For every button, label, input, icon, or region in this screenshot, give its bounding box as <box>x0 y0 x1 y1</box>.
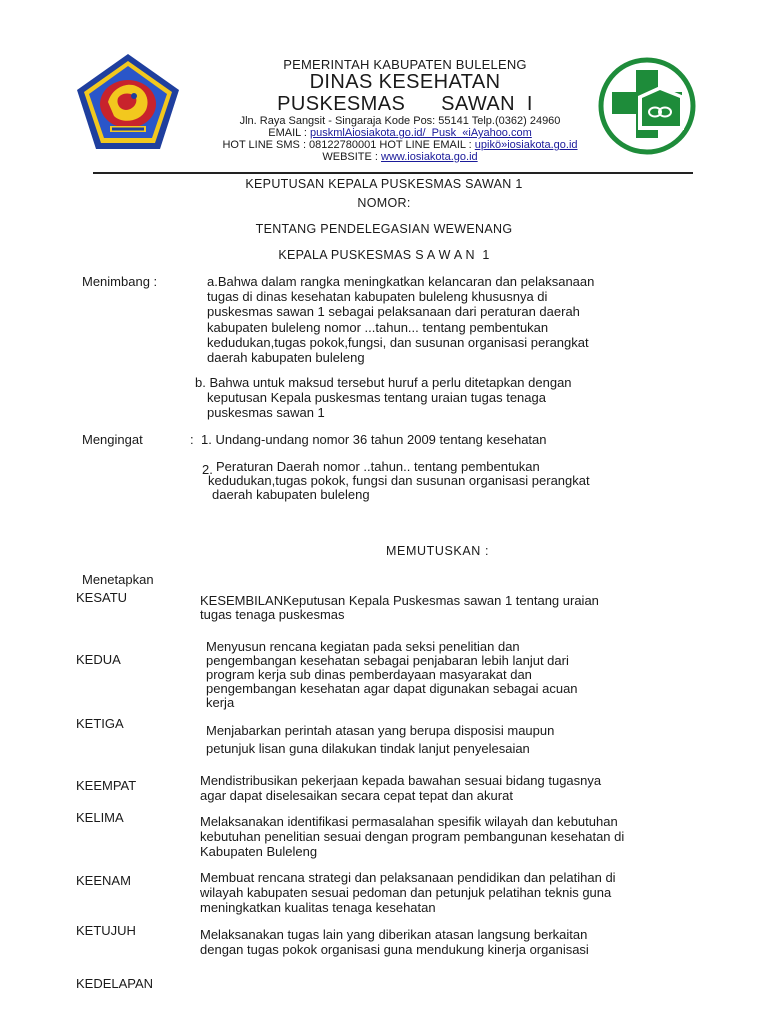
menimbang-a-line: tugas di dinas kesehatan kabupaten buleleng khususnya di <box>207 289 548 305</box>
article-label: KEEMPAT <box>76 778 137 793</box>
article-line: Menyusun rencana kegiatan pada seksi penelitian dan <box>206 639 520 654</box>
article-line: pengembangan kesehatan agar dapat digunakan sebagai acuan <box>206 681 578 696</box>
mengingat-colon: : <box>190 432 194 447</box>
puskesmas-name: PUSKESMAS SAWAN I <box>277 93 533 115</box>
agency-name: DINAS KESEHATAN <box>309 71 501 93</box>
article-line: KESEMBILANKeputusan Kepala Puskesmas sawan 1 tentang uraian <box>200 593 599 608</box>
decree-issuer: KEPALA PUSKESMAS S A W A N 1 <box>278 248 490 262</box>
website-line <box>150 151 650 163</box>
menimbang-a-line: daerah kabupaten buleleng <box>207 350 365 366</box>
menimbang-b-line: keputusan Kepala puskesmas tentang uraian tugas tenaga <box>207 390 546 406</box>
article-text <box>206 640 578 710</box>
article-line: meningkatkan kualitas tenaga kesehatan <box>200 900 436 915</box>
hotline-email-link[interactable]: upikö»iosiakota.go.id <box>474 139 578 151</box>
article-line: Melaksanakan identifikasi permasalahan spesifik wilayah dan kebutuhan <box>200 814 618 829</box>
menimbang-label: Menimbang : <box>82 274 158 289</box>
menimbang-a <box>207 274 677 365</box>
mengingat-item-2-number: 2. <box>202 462 213 477</box>
menimbang-b-line: b. Bahwa untuk maksud tersebut huruf a perlu ditetapkan dengan <box>195 375 572 390</box>
article-line: petunjuk lisan guna dilakukan tindak lanjut penyelesaian <box>206 741 530 756</box>
email-line <box>150 127 650 139</box>
menimbang-b-line: puskesmas sawan 1 <box>207 405 325 421</box>
article-label: KEDUA <box>76 652 121 667</box>
hotline-text: HOT LINE SMS : 08122780001 HOT LINE EMAIL : <box>222 139 475 151</box>
article-line: Melaksanakan tugas lain yang diberikan atasan langsung berkaitan <box>200 927 588 942</box>
article-line: dengan tugas pokok organisasi guna mendukung kinerja organisasi <box>200 942 589 957</box>
article-text <box>200 927 589 957</box>
menimbang-a-line: puskesmas sawan 1 sebagai pelaksanaan dari peraturan daerah <box>207 304 580 320</box>
email-link[interactable]: puskmlAiosiakota.go.id/ Pusk «iAyahoo.com <box>310 127 532 139</box>
article-text <box>206 722 554 758</box>
mengingat-item-1: 1. Undang-undang nomor 36 tahun 2009 tentang kesehatan <box>201 432 547 447</box>
article-line: Membuat rencana strategi dan pelaksanaan pendidikan dan pelatihan di <box>200 870 616 885</box>
memutuskan-heading: MEMUTUSKAN : <box>386 544 490 558</box>
menimbang-a-line: kedudukan,tugas pokok,fungsi, dan susunan organisasi perangkat <box>207 334 589 350</box>
decree-subject: TENTANG PENDELEGASIAN WEWENANG <box>255 222 513 236</box>
article-text <box>200 773 601 803</box>
article-line: wilayah kabupaten sesuai pedoman dan petunjuk pelatihan teknis guna <box>200 885 612 900</box>
address-line: Jln. Raya Sangsit - Singaraja Kode Pos: 55141 Telp.(0362) 24960 <box>239 115 561 127</box>
article-label: KEENAM <box>76 873 131 888</box>
decree-title: KEPUTUSAN KEPALA PUSKESMAS SAWAN 1 <box>245 177 523 191</box>
letterhead-divider <box>93 172 693 174</box>
mengingat-item-2-line: daerah kabupaten buleleng <box>212 487 370 502</box>
article-line: Kabupaten Buleleng <box>200 844 318 859</box>
government-name: PEMERINTAH KABUPATEN BULELENG <box>283 57 527 72</box>
article-line: program kerja sub dinas pemberdayaan masyarakat dan <box>206 667 532 682</box>
article-text <box>200 814 624 859</box>
article-text <box>200 594 599 622</box>
article-label: KETIGA <box>76 716 124 731</box>
website-label: WEBSITE : <box>322 151 382 163</box>
article-line: kerja <box>206 695 235 710</box>
article-line: tugas tenaga puskesmas <box>200 607 345 622</box>
mengingat-item-2-line: Peraturan Daerah nomor ..tahun.. tentang pembentukan <box>216 459 540 474</box>
hotline-line <box>150 139 650 151</box>
article-line: Mendistribusikan pekerjaan kepada bawahan sesuai bidang tugasnya <box>200 773 602 788</box>
mengingat-item-2-line: kedudukan,tugas pokok, fungsi dan susunan organisasi perangkat <box>208 473 590 488</box>
article-label: KELIMA <box>76 810 124 825</box>
email-label: EMAIL : <box>268 127 311 139</box>
mengingat-item-2 <box>208 459 590 502</box>
article-line: pengembangan kesehatan sebagai penjabaran lebih lanjut dari <box>206 653 569 668</box>
menimbang-b <box>195 375 677 421</box>
article-line: kebutuhan penelitian sesuai dengan program pembangunan kesehatan di <box>200 829 625 844</box>
article-label: KEDELAPAN <box>76 976 154 991</box>
menimbang-a-line: a.Bahwa dalam rangka meningkatkan kelancaran dan pelaksanaan <box>207 274 595 289</box>
mengingat-label: Mengingat <box>82 432 143 447</box>
article-line: Menjabarkan perintah atasan yang berupa disposisi maupun <box>206 723 555 738</box>
article-line: agar dapat diselesaikan secara cepat tepat dan akurat <box>200 788 513 803</box>
menetapkan-label: Menetapkan <box>82 572 154 587</box>
article-label: KETUJUH <box>76 923 136 938</box>
website-link[interactable]: www.iosiakota.go.id <box>381 151 478 163</box>
article-label: KESATU <box>76 590 128 605</box>
menimbang-a-line: kabupaten buleleng nomor ...tahun... tentang pembentukan <box>207 319 549 335</box>
decree-number: NOMOR: <box>357 196 411 210</box>
article-text <box>200 870 616 915</box>
